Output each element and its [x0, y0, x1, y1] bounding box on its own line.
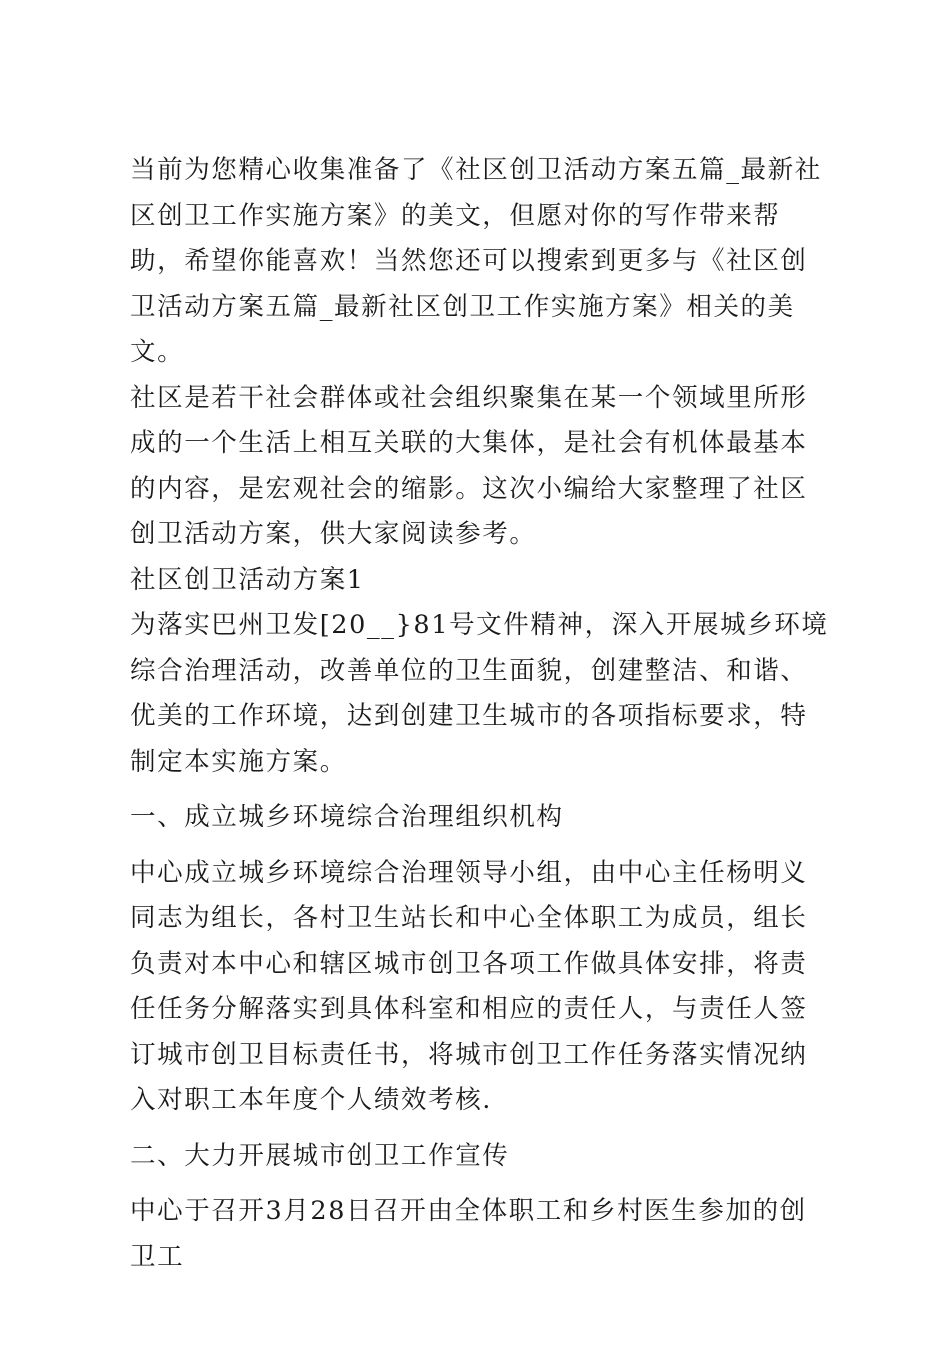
document-body — [130, 148, 830, 1280]
definition-paragraph: 社区是若干社会群体或社会组织聚集在某一个领域里所形成的一个生活上相互关联的大集体，是社会有机体最基本的内容，是宏观社会的缩影。这次小编给大家整理了社区创卫活动方案，供大家阅读参考。 — [130, 382, 808, 549]
section-body-paragraph: 为落实巴州卫发[20__}81号文件精神，深入开展城乡环境综合治理活动，改善单位的卫生面貌，创建整洁、和谐、优美的工作环境，达到创建卫生城市的各项指标要求，特制定本实施方案。 — [130, 610, 829, 777]
section-title: 社区创卫活动方案1 — [130, 564, 365, 595]
heading-organization: 一、成立城乡环境综合治理组织机构 — [130, 802, 564, 832]
publicity-paragraph: 中心于召开3月28日召开由全体职工和乡村医生参加的创卫工 — [130, 1196, 807, 1272]
heading-publicity: 二、大力开展城市创卫工作宣传 — [130, 1140, 510, 1171]
organization-paragraph: 中心成立城乡环境综合治理领导小组，由中心主任杨明义同志为组长，各村卫生站长和中心全体职工为成员，组长负责对本中心和辖区城市创卫各项工作做具体安排，将责任任务分解落实到具体科室和相应的责任人，与责任人签订城市创卫目标责任书，将城市创卫工作任务落实情况纳入对职工本年度个人绩效考核. — [130, 857, 808, 1115]
intro-paragraph: 当前为您精心收集准备了《社区创卫活动方案五篇_最新社区创卫工作实施方案》的美文，但愿对你的写作带来帮助，希望你能喜欢！当然您还可以搜索到更多与《社区创卫活动方案五篇_最新社区创卫工作实施方案》相关的美文。 — [130, 155, 822, 367]
